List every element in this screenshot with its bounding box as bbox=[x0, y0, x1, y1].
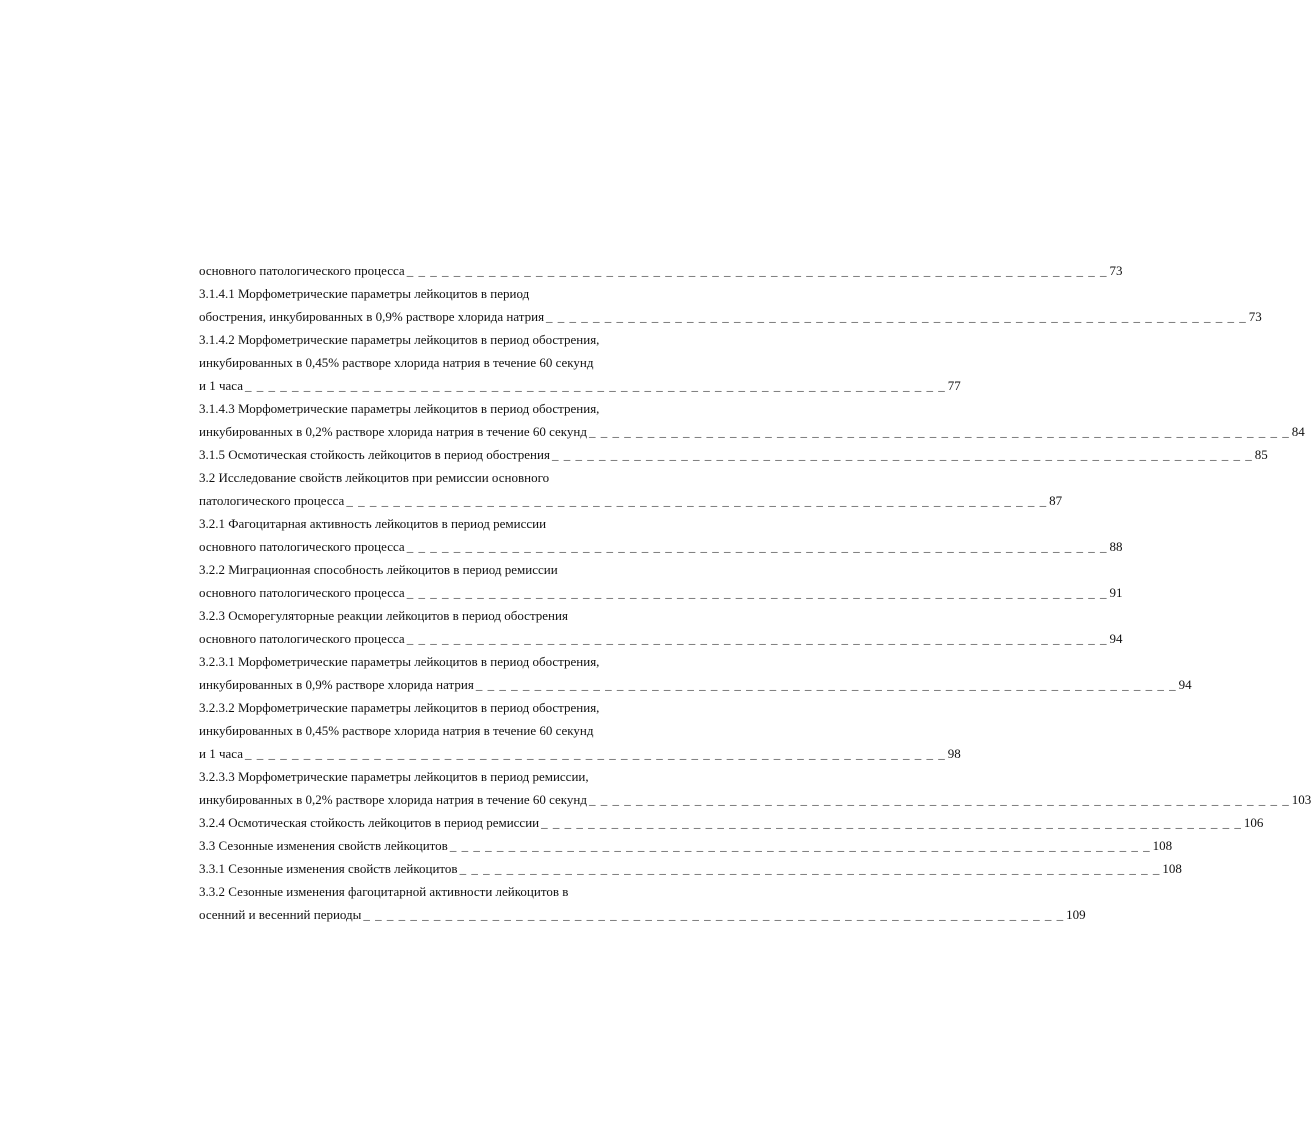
toc-dot-leader: _ _ _ _ _ _ _ _ _ _ _ _ _ _ _ _ _ _ _ _ _ _ _ _ _ _ _ _ _ _ _ _ _ _ _ _ _ _ _ _ _ _ _ _ _ _ _ _ _ _ _ _ _ _ _ _ _ _ _ _ bbox=[244, 746, 946, 761]
toc-line bbox=[199, 788, 1311, 811]
toc-line bbox=[199, 880, 644, 903]
toc-entry-text: патологического процесса bbox=[199, 493, 345, 508]
toc-dot-leader: _ _ _ _ _ _ _ _ _ _ _ _ _ _ _ _ _ _ _ _ _ _ _ _ _ _ _ _ _ _ _ _ _ _ _ _ _ _ _ _ _ _ _ _ _ _ _ _ _ _ _ _ _ _ _ _ _ _ _ _ bbox=[449, 838, 1151, 853]
toc-line bbox=[199, 466, 644, 489]
toc-dot-leader: _ _ _ _ _ _ _ _ _ _ _ _ _ _ _ _ _ _ _ _ _ _ _ _ _ _ _ _ _ _ _ _ _ _ _ _ _ _ _ _ _ _ _ _ _ _ _ _ _ _ _ _ _ _ _ _ _ _ _ _ bbox=[459, 861, 1161, 876]
toc-dot-leader: _ _ _ _ _ _ _ _ _ _ _ _ _ _ _ _ _ _ _ _ _ _ _ _ _ _ _ _ _ _ _ _ _ _ _ _ _ _ _ _ _ _ _ _ _ _ _ _ _ _ _ _ _ _ _ _ _ _ _ _ bbox=[244, 378, 946, 393]
toc-page-number: 94 bbox=[1109, 631, 1123, 646]
toc-line bbox=[199, 650, 644, 673]
toc-entry-text: инкубированных в 0,2% растворе хлорида натрия в течение 60 секунд bbox=[199, 424, 587, 439]
toc-dot-leader: _ _ _ _ _ _ _ _ _ _ _ _ _ _ _ _ _ _ _ _ _ _ _ _ _ _ _ _ _ _ _ _ _ _ _ _ _ _ _ _ _ _ _ _ _ _ _ _ _ _ _ _ _ _ _ _ _ _ _ _ bbox=[475, 677, 1177, 692]
table-of-contents bbox=[199, 259, 1311, 926]
toc-line bbox=[199, 305, 1262, 328]
toc-line bbox=[199, 604, 644, 627]
toc-line bbox=[199, 857, 1182, 880]
toc-entry-text: 3.2.4 Осмотическая стойкость лейкоцитов в период ремиссии bbox=[199, 815, 540, 830]
toc-page-number: 109 bbox=[1066, 907, 1086, 922]
toc-entry-text: осенний и весенний периоды bbox=[199, 907, 362, 922]
toc-entry-text: 3.2.2 Миграционная способность лейкоцитов в период ремиссии bbox=[199, 562, 558, 577]
toc-entry-text: 3.2.3.1 Морфометрические параметры лейкоцитов в период обострения, bbox=[199, 654, 600, 669]
toc-line bbox=[199, 742, 961, 765]
toc-page-number: 87 bbox=[1049, 493, 1063, 508]
toc-line bbox=[199, 696, 644, 719]
toc-dot-leader: _ _ _ _ _ _ _ _ _ _ _ _ _ _ _ _ _ _ _ _ _ _ _ _ _ _ _ _ _ _ _ _ _ _ _ _ _ _ _ _ _ _ _ _ _ _ _ _ _ _ _ _ _ _ _ _ _ _ _ _ bbox=[406, 631, 1108, 646]
toc-entry-text: инкубированных в 0,2% растворе хлорида натрия в течение 60 секунд bbox=[199, 792, 587, 807]
toc-line bbox=[199, 443, 1268, 466]
toc-line bbox=[199, 673, 1192, 696]
toc-page-number: 103 bbox=[1291, 792, 1311, 807]
toc-entry-text: 3.3.2 Сезонные изменения фагоцитарной активности лейкоцитов в bbox=[199, 884, 569, 899]
toc-page-number: 108 bbox=[1162, 861, 1182, 876]
toc-entry-text: 3.1.4.1 Морфометрические параметры лейкоцитов в период bbox=[199, 286, 530, 301]
toc-line bbox=[199, 282, 644, 305]
toc-entry-text: и 1 часа bbox=[199, 378, 243, 393]
toc-dot-leader: _ _ _ _ _ _ _ _ _ _ _ _ _ _ _ _ _ _ _ _ _ _ _ _ _ _ _ _ _ _ _ _ _ _ _ _ _ _ _ _ _ _ _ _ _ _ _ _ _ _ _ _ _ _ _ _ _ _ _ _ bbox=[346, 493, 1048, 508]
toc-line bbox=[199, 512, 644, 535]
toc-line bbox=[199, 420, 1305, 443]
toc-entry-text: 3.2.3.2 Морфометрические параметры лейкоцитов в период обострения, bbox=[199, 700, 600, 715]
toc-line bbox=[199, 558, 644, 581]
toc-entry-text: основного патологического процесса bbox=[199, 585, 405, 600]
toc-dot-leader: _ _ _ _ _ _ _ _ _ _ _ _ _ _ _ _ _ _ _ _ _ _ _ _ _ _ _ _ _ _ _ _ _ _ _ _ _ _ _ _ _ _ _ _ _ _ _ _ _ _ _ _ _ _ _ _ _ _ _ _ bbox=[589, 792, 1290, 807]
toc-line bbox=[199, 903, 1086, 926]
toc-line bbox=[199, 627, 1123, 650]
toc-line bbox=[199, 581, 1123, 604]
toc-line bbox=[199, 811, 1264, 834]
toc-page-number: 106 bbox=[1243, 815, 1264, 830]
toc-entry-text: 3.2.3 Осморегуляторные реакции лейкоцитов в период обострения bbox=[199, 608, 568, 623]
toc-line bbox=[199, 397, 644, 420]
toc-page-number: 73 bbox=[1109, 263, 1123, 278]
toc-page-number: 94 bbox=[1178, 677, 1192, 692]
toc-line bbox=[199, 489, 1063, 512]
toc-entry-text: и 1 часа bbox=[199, 746, 243, 761]
toc-page-number: 108 bbox=[1152, 838, 1173, 853]
toc-entry-text: инкубированных в 0,9% растворе хлорида натрия bbox=[199, 677, 474, 692]
toc-entry-text: основного патологического процесса bbox=[199, 263, 405, 278]
toc-entry-text: инкубированных в 0,45% растворе хлорида натрия в течение 60 секунд bbox=[199, 355, 594, 370]
toc-line bbox=[199, 351, 644, 374]
toc-line bbox=[199, 535, 1123, 558]
toc-entry-text: 3.1.4.2 Морфометрические параметры лейкоцитов в период обострения, bbox=[199, 332, 600, 347]
toc-dot-leader: _ _ _ _ _ _ _ _ _ _ _ _ _ _ _ _ _ _ _ _ _ _ _ _ _ _ _ _ _ _ _ _ _ _ _ _ _ _ _ _ _ _ _ _ _ _ _ _ _ _ _ _ _ _ _ _ _ _ _ _ bbox=[546, 309, 1247, 324]
toc-entry-text: 3.1.4.3 Морфометрические параметры лейкоцитов в период обострения, bbox=[199, 401, 600, 416]
toc-entry-text: основного патологического процесса bbox=[199, 539, 405, 554]
toc-entry-text: основного патологического процесса bbox=[199, 631, 405, 646]
toc-dot-leader: _ _ _ _ _ _ _ _ _ _ _ _ _ _ _ _ _ _ _ _ _ _ _ _ _ _ _ _ _ _ _ _ _ _ _ _ _ _ _ _ _ _ _ _ _ _ _ _ _ _ _ _ _ _ _ _ _ _ _ _ bbox=[541, 815, 1242, 830]
toc-page-number: 84 bbox=[1291, 424, 1305, 439]
toc-page-number: 98 bbox=[947, 746, 961, 761]
toc-page-number: 85 bbox=[1254, 447, 1268, 462]
toc-dot-leader: _ _ _ _ _ _ _ _ _ _ _ _ _ _ _ _ _ _ _ _ _ _ _ _ _ _ _ _ _ _ _ _ _ _ _ _ _ _ _ _ _ _ _ _ _ _ _ _ _ _ _ _ _ _ _ _ _ _ _ _ bbox=[589, 424, 1290, 439]
toc-dot-leader: _ _ _ _ _ _ _ _ _ _ _ _ _ _ _ _ _ _ _ _ _ _ _ _ _ _ _ _ _ _ _ _ _ _ _ _ _ _ _ _ _ _ _ _ _ _ _ _ _ _ _ _ _ _ _ _ _ _ _ _ bbox=[551, 447, 1253, 462]
toc-entry-text: инкубированных в 0,45% растворе хлорида натрия в течение 60 секунд bbox=[199, 723, 594, 738]
toc-entry-text: обострения, инкубированных в 0,9% растворе хлорида натрия bbox=[199, 309, 545, 324]
toc-entry-text: 3.2.1 Фагоцитарная активность лейкоцитов в период ремиссии bbox=[199, 516, 547, 531]
toc-page-number: 91 bbox=[1109, 585, 1123, 600]
toc-line bbox=[199, 719, 644, 742]
toc-entry-text: 3.2.3.3 Морфометрические параметры лейкоцитов в период ремиссии, bbox=[199, 769, 589, 784]
toc-dot-leader: _ _ _ _ _ _ _ _ _ _ _ _ _ _ _ _ _ _ _ _ _ _ _ _ _ _ _ _ _ _ _ _ _ _ _ _ _ _ _ _ _ _ _ _ _ _ _ _ _ _ _ _ _ _ _ _ _ _ _ _ bbox=[363, 907, 1065, 922]
toc-dot-leader: _ _ _ _ _ _ _ _ _ _ _ _ _ _ _ _ _ _ _ _ _ _ _ _ _ _ _ _ _ _ _ _ _ _ _ _ _ _ _ _ _ _ _ _ _ _ _ _ _ _ _ _ _ _ _ _ _ _ _ _ bbox=[406, 539, 1108, 554]
toc-entry-text: 3.1.5 Осмотическая стойкость лейкоцитов в период обострения bbox=[199, 447, 550, 462]
toc-line bbox=[199, 765, 644, 788]
toc-line bbox=[199, 834, 1173, 857]
toc-page-number: 88 bbox=[1109, 539, 1123, 554]
toc-page-number: 77 bbox=[947, 378, 961, 393]
toc-entry-text: 3.2 Исследование свойств лейкоцитов при ремиссии основного bbox=[199, 470, 550, 485]
toc-page-number: 73 bbox=[1248, 309, 1262, 324]
toc-dot-leader: _ _ _ _ _ _ _ _ _ _ _ _ _ _ _ _ _ _ _ _ _ _ _ _ _ _ _ _ _ _ _ _ _ _ _ _ _ _ _ _ _ _ _ _ _ _ _ _ _ _ _ _ _ _ _ _ _ _ _ _ bbox=[406, 263, 1108, 278]
toc-entry-text: 3.3 Сезонные изменения свойств лейкоцитов bbox=[199, 838, 448, 853]
toc-entry-text: 3.3.1 Сезонные изменения свойств лейкоцитов bbox=[199, 861, 458, 876]
toc-line bbox=[199, 328, 644, 351]
toc-line bbox=[199, 374, 961, 397]
toc-line bbox=[199, 259, 1123, 282]
toc-dot-leader: _ _ _ _ _ _ _ _ _ _ _ _ _ _ _ _ _ _ _ _ _ _ _ _ _ _ _ _ _ _ _ _ _ _ _ _ _ _ _ _ _ _ _ _ _ _ _ _ _ _ _ _ _ _ _ _ _ _ _ _ bbox=[406, 585, 1108, 600]
